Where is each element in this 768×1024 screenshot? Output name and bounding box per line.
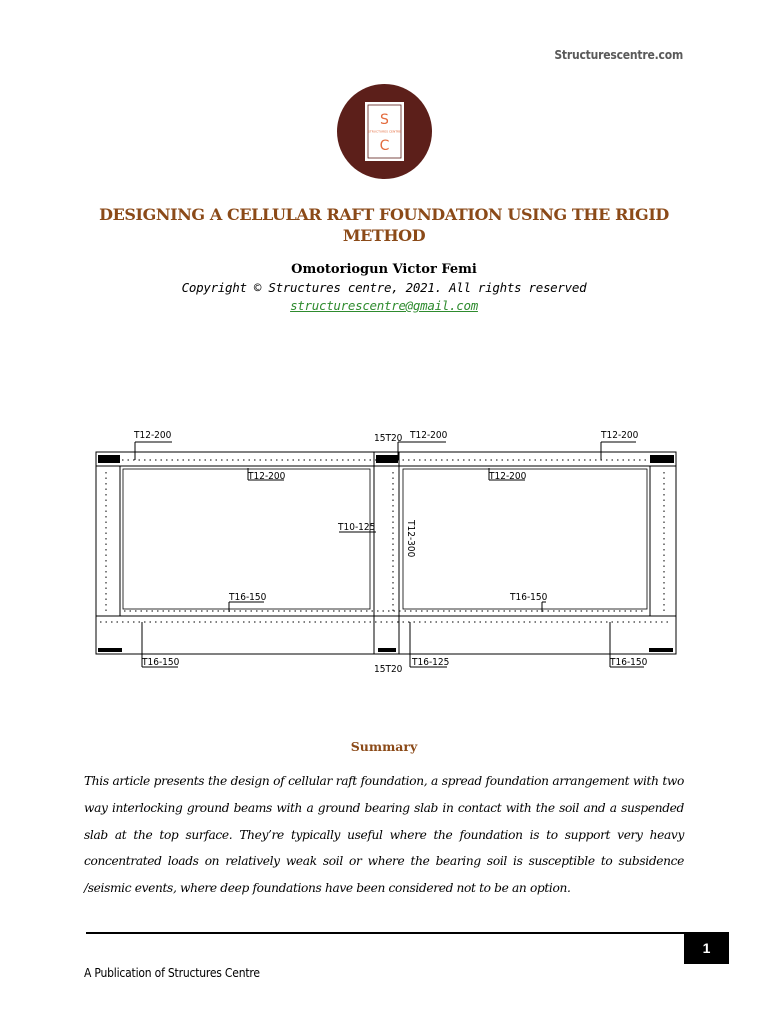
logo-letter-s: S <box>380 112 389 128</box>
label-bottom-left: T16-150 <box>142 657 180 668</box>
site-name: Structurescentre.com <box>554 48 683 62</box>
article-title: DESIGNING A CELLULAR RAFT FOUNDATION USING THE RIGID METHOD <box>99 205 669 245</box>
author-name: Omotoriogun Victor Femi <box>291 262 477 277</box>
label-top-center: T12-200 <box>410 430 448 441</box>
summary-heading: Summary <box>350 739 418 754</box>
copyright-line: Copyright © Structures centre, 2021. All rights reserved <box>181 280 587 295</box>
summary-body: This article presents the design of cellular raft foundation, a spread foundation arrangement with two way interlocking ground beams with a ground bearing slab in contact with the soil and a suspended slab at the top surface. They’re typically useful where the foundation is to support very heavy concentrated loads on relatively weak soil or where the bearing soil is susceptible to subsidence /seismic events, where deep foundations have been considered not to be an option. <box>84 774 684 896</box>
label-bottom-center-bar: 15T20 <box>374 664 403 675</box>
logo-small-text: STRUCTURES CENTRE <box>367 129 402 134</box>
label-top-right: T12-200 <box>601 430 639 441</box>
label-inner-right-bottom: T16-150 <box>510 592 548 603</box>
structures-centre-logo <box>337 84 432 179</box>
raft-foundation-section-drawing <box>94 424 684 676</box>
label-top-left: T12-200 <box>134 430 172 441</box>
label-inner-left-bottom: T16-150 <box>229 592 267 603</box>
email-link[interactable]: structurescentre@gmail.com <box>290 298 478 313</box>
label-bottom-right: T16-150 <box>610 657 648 668</box>
label-inner-left-top: T12-200 <box>248 471 286 482</box>
label-inner-right-top: T12-200 <box>489 471 527 482</box>
label-top-center-bar: 15T20 <box>374 433 403 444</box>
label-web-left: T10-125 <box>338 522 376 533</box>
publication-footer: A Publication of Structures Centre <box>84 966 260 980</box>
label-web-vertical: T12-300 <box>405 520 416 558</box>
page-number: 1 <box>684 932 729 964</box>
logo-letter-c: C <box>379 138 390 154</box>
footer-divider <box>86 932 686 934</box>
label-bottom-center: T16-125 <box>412 657 450 668</box>
